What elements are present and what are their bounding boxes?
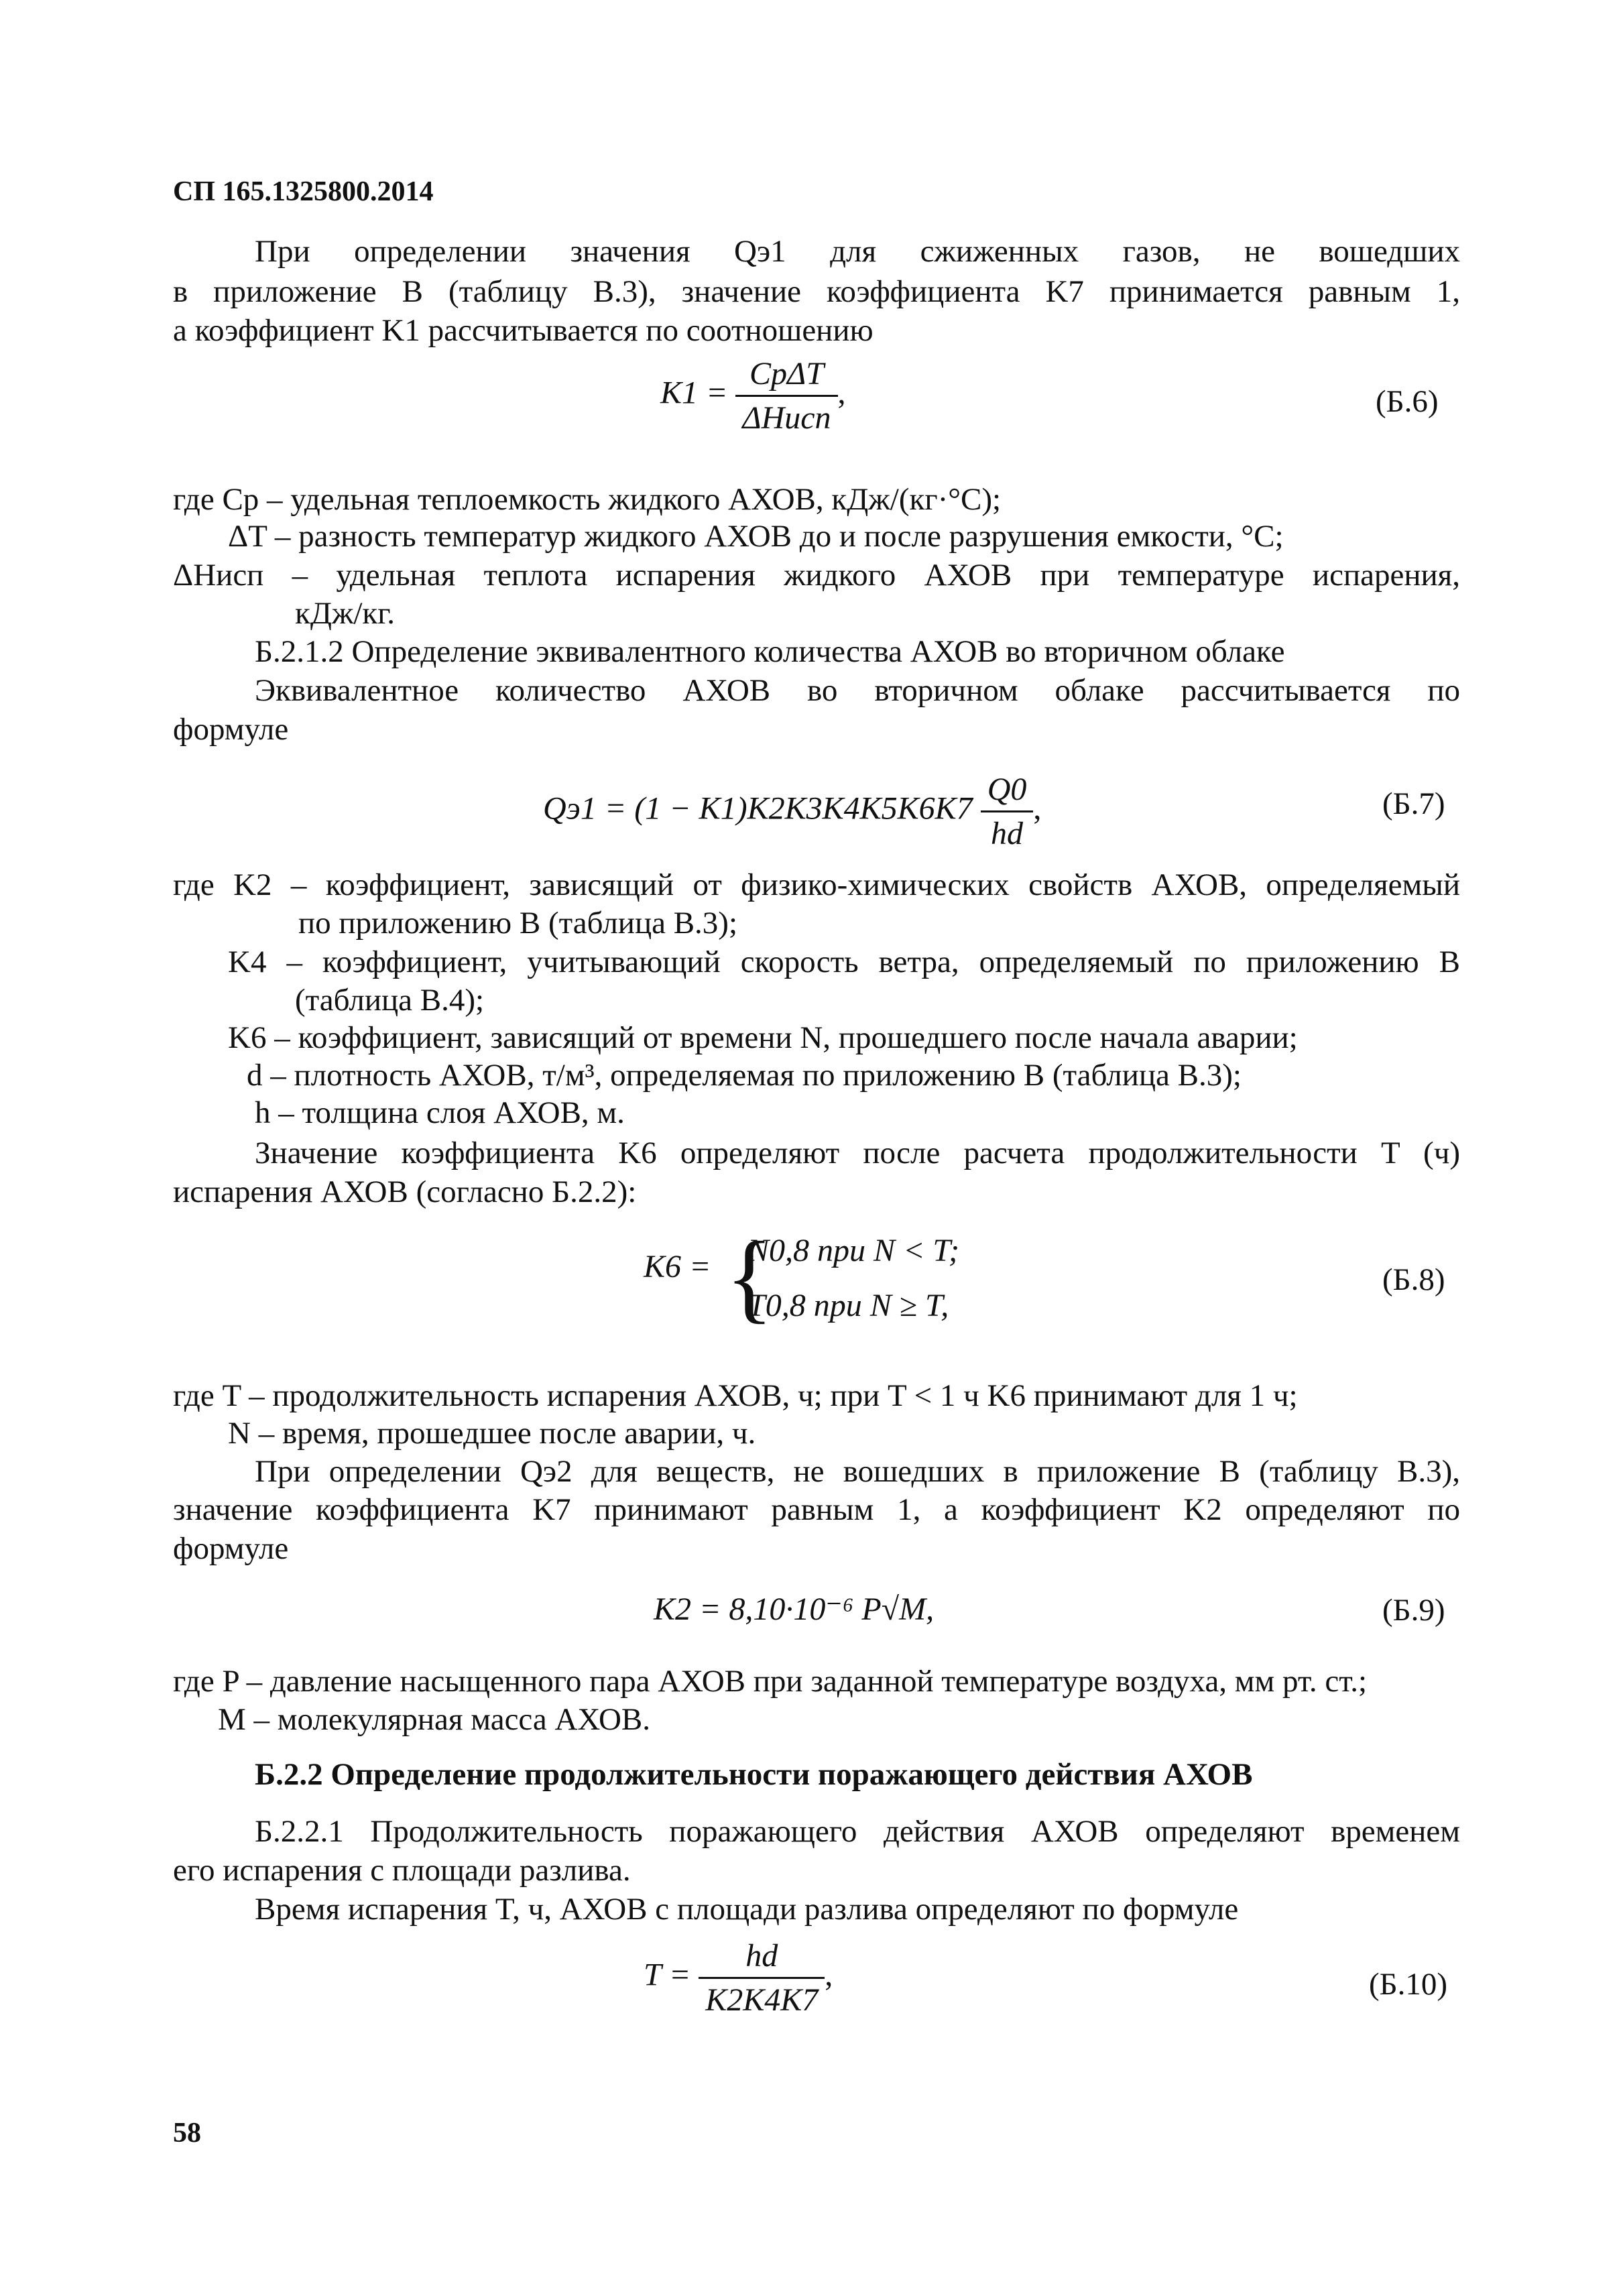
paragraph-line: а коэффициент K1 рассчитывается по соотношению	[173, 313, 874, 348]
paragraph-line: испарения АХОВ (согласно Б.2.2):	[173, 1174, 637, 1209]
equation-number: (Б.9)	[1382, 1593, 1445, 1628]
definition-line: N – время, прошедшее после аварии, ч.	[228, 1416, 756, 1451]
document-code: СП 165.1325800.2014	[173, 176, 434, 207]
definition-line: K6 – коэффициент, зависящий от времени N, прошедшего после начала аварии;	[228, 1020, 1298, 1055]
paragraph-line: При определении Qэ2 для веществ, не вошедших в приложение В (таблицу В.3),	[255, 1454, 1460, 1489]
brace: {	[725, 1221, 774, 1333]
definition-line: по приложению В (таблица В.3);	[298, 906, 738, 941]
definition-line: d – плотность АХОВ, т/м³, определяемая по приложению В (таблица В.3);	[247, 1058, 1242, 1093]
equation-number: (Б.7)	[1382, 786, 1445, 821]
paragraph-line: Б.2.2.1 Продолжительность поражающего действия АХОВ определяют временем	[255, 1814, 1460, 1849]
definition-line: ΔT – разность температур жидкого АХОВ до и после разрушения емкости, °С;	[228, 519, 1284, 554]
paragraph-line: Значение коэффициента K6 определяют после расчета продолжительности T (ч)	[255, 1136, 1460, 1170]
definition-line: (таблица В.4);	[295, 983, 485, 1018]
paragraph-line: формуле	[173, 712, 289, 747]
equation-b8: K6 =	[644, 1249, 711, 1284]
fraction: $\frac{hd}{K2K4K7}$	[699, 1937, 825, 2018]
equation-b9: K2 = 8,10·10⁻⁶ P√M,	[654, 1591, 935, 1627]
paragraph-line: в приложение В (таблицу В.3), значение коэффициента K7 принимается равным 1,	[173, 274, 1460, 309]
equation-number: (Б.8)	[1382, 1262, 1445, 1297]
definition-line: где T – продолжительность испарения АХОВ, ч; при T < 1 ч K6 принимают для 1 ч;	[173, 1378, 1298, 1413]
equation-b10: T = $\frac{hd}{K2K4K7}$ ,	[644, 1938, 833, 2018]
paragraph-line: значение коэффициента K7 принимают равным 1, а коэффициент K2 определяют по	[173, 1492, 1460, 1527]
definition-line: где P – давление насыщенного пара АХОВ при заданной температуре воздуха, мм рт. ст.;	[173, 1664, 1368, 1699]
definition-line: где K2 – коэффициент, зависящий от физико-химических свойств АХОВ, определяемый	[173, 867, 1460, 902]
definition-line: h – толщина слоя АХОВ, м.	[255, 1095, 625, 1130]
equation-b6: K1 = $\frac{\text{CpΔT}}{\text{ΔHисп}}$ ,	[660, 356, 846, 436]
paragraph-line: формуле	[173, 1531, 289, 1566]
definition-line: где Cp – удельная теплоемкость жидкого АХОВ, кДж/(кг·°С);	[173, 482, 1002, 517]
equation-number: (Б.6)	[1376, 384, 1439, 419]
definition-line: M – молекулярная масса АХОВ.	[218, 1702, 651, 1737]
section-heading: Б.2.1.2 Определение эквивалентного количества АХОВ во вторичном облаке	[255, 634, 1285, 669]
fraction: $\frac{Q0}{hd}$	[981, 771, 1034, 852]
definition-line: ΔHисп – удельная теплота испарения жидкого АХОВ при температуре испарения,	[173, 558, 1460, 593]
section-heading: Б.2.2 Определение продолжительности поражающего действия АХОВ	[255, 1757, 1253, 1792]
paragraph-line: При определении значения Qэ1 для сжиженных газов, не вошедших	[255, 234, 1460, 269]
case-line: N0,8 при N < T;	[747, 1233, 959, 1268]
equation-number: (Б.10)	[1369, 1967, 1448, 2002]
definition-line: кДж/кг.	[295, 596, 395, 631]
page-number: 58	[173, 2118, 201, 2149]
paragraph-line: его испарения с площади разлива.	[173, 1853, 631, 1888]
paragraph-line: Время испарения T, ч, АХОВ с площади разлива определяют по формуле	[255, 1892, 1239, 1927]
case-line: T0,8 при N ≥ T,	[747, 1288, 949, 1323]
paragraph-line: Эквивалентное количество АХОВ во вторичном облаке рассчитывается по	[255, 673, 1460, 708]
definition-line: K4 – коэффициент, учитывающий скорость ветра, определяемый по приложению В	[228, 945, 1460, 979]
equation-b7: Qэ1 = (1 − K1)K2K3K4K5K6K7 $\frac{Q0}{hd}$ ,	[543, 772, 1042, 851]
fraction: $\frac{\text{CpΔT}}{\text{ΔHисп}}$	[735, 355, 837, 436]
